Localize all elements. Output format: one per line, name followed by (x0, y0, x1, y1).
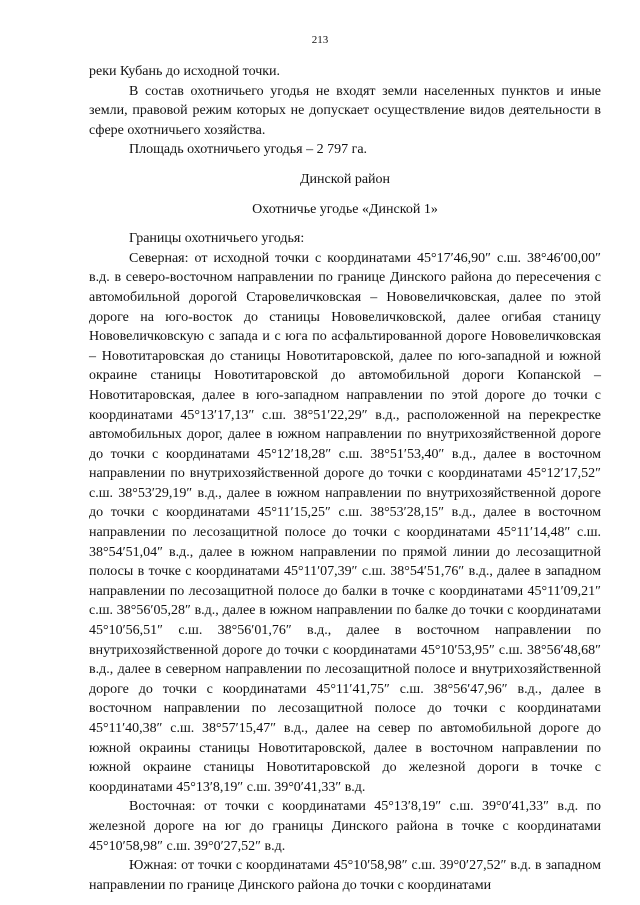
page-number: 213 (311, 34, 329, 46)
exclusion-paragraph: В состав охотничьего угодья не входят земли населенных пунктов и иные земли, правовой режим которых не допускает осуществление видов деятельности в сфере охотничьего хозяйства. (89, 83, 601, 138)
document-body (89, 62, 601, 895)
south-boundary-paragraph: Южная: от точки с координатами 45°10′58,98″ с.ш. 39°0′27,52″ в.д. в западном направлении по границе Динского района до точки с координатами (89, 858, 601, 893)
district-heading: Динской район (299, 171, 391, 187)
hunting-ground-heading: Охотничье угодье «Динской 1» (252, 201, 438, 217)
boundaries-label: Границы охотничьего угодья: (129, 231, 305, 247)
east-boundary-paragraph: Восточная: от точки с координатами 45°13′8,19″ с.ш. 39°0′41,33″ в.д. по железной дороге на юг до границы Динского района в точке с координатами 45°10′58,98″ с.ш. 39°0′27,52″ в.д. (89, 799, 601, 854)
area-line: Площадь охотничьего угодья – 2 797 га. (129, 142, 368, 158)
opening-line: реки Кубань до исходной точки. (89, 64, 281, 79)
north-boundary-paragraph: Северная: от исходной точки с координатами 45°17′46,90″ с.ш. 38°46′00,00″ в.д. в северо-восточном направлении по границе Динского района до пересечения с автомобильной дорогой Старовеличковская – Нововеличковская, далее по этой дороге на юго-восток до станицы Нововеличковской, далее огибая станицу Нововеличковскую с запада и с юга по асфальтированной дороге Нововеличковская – Новотитаровская до станицы Новотитаровской, далее по юго-западной и южной окраине станицы Новотитаровской до автомобильной дороги Копанской – Новотитаровская, далее в юго-западном направлении по этой дороге до точки с координатами 45°13′17,13″ с.ш. 38°51′22,29″ в.д., расположенной на перекрестке автомобильных дорог, далее в южном направлении по внутрихозяйственной дороге до точки с координатами 45°12′18,28″ с.ш. 38°51′53,40″ в.д., далее в восточном направлении по внутрихозяйственной дороге до точки с координатами 45°12′17,52″ с.ш. 38°53′29,19″ в.д., далее в южном направлении по внутрихозяйственной дороге до точки с координатами 45°11′15,25″ с.ш. 38°53′28,15″ в.д., далее в восточном направлении по лесозащитной полосе до точки с координатами 45°11′14,48″ с.ш. 38°54′51,04″ в.д., далее в южном направлении по прямой линии до лесозащитной полосы в точке с координатами 45°11′07,39″ с.ш. 38°54′51,76″ в.д., далее в западном направлении по лесозащитной полосе до балки в точке с координатами 45°11′09,21″ с.ш. 38°56′05,28″ в.д., далее в южном направлении по балке до точки с координатами 45°10′56,51″ с.ш. 38°56′01,76″ в.д., далее в восточном направлении по внутрихозяйственной дороге до точки с координатами 45°10′53,95″ с.ш. 38°56′48,68″ в.д., далее в северном направлении по лесозащитной полосе и внутрихозяйственной дороге до точки с координатами 45°11′41,75″ с.ш. 38°56′47,96″ в.д., далее в восточном направлении по лесозащитной полосе до точки с координатами 45°11′40,38″ с.ш. 38°57′15,47″ в.д., далее на север по автомобильной дороге до южной окраины станицы Новотитаровской, далее в восточном направлении по южной окраине станицы Новотитаровской до железной дороги в точке с координатами 45°13′8,19″ с.ш. 39°0′41,33″ в.д. (89, 250, 601, 795)
